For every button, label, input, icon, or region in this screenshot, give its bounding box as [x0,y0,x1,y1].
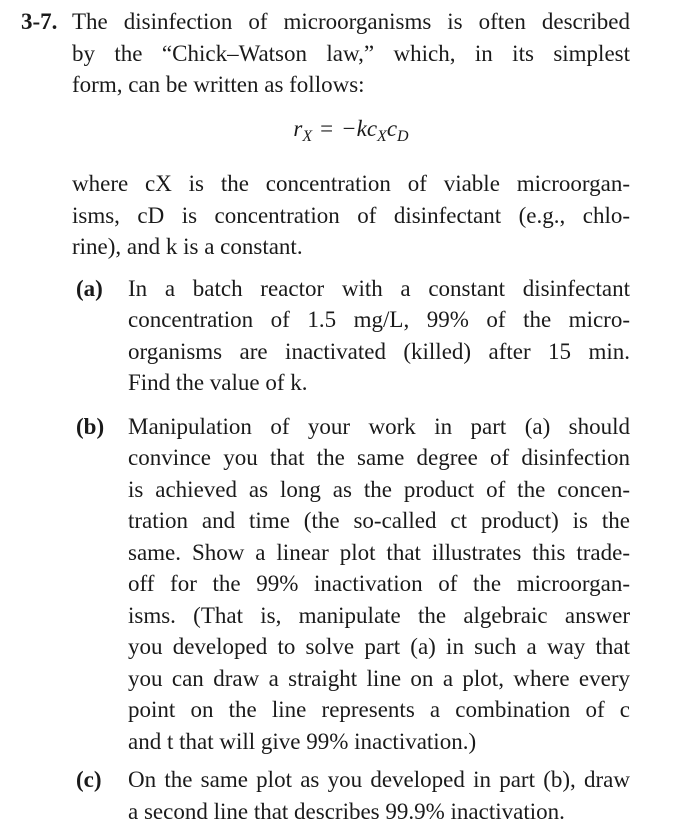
part-a-line: organisms are inactivated (killed) after 15 min. [128,338,630,364]
part-b-line: you can draw a straight line on a plot, where every [128,665,630,691]
equation-lhs-subscript: X [302,127,313,145]
problem-intro [0,6,690,101]
intro-line: form, can be written as follows: [72,72,365,97]
intro-line: The disinfection of microorganisms is often described [72,9,630,34]
equation-equals: = [320,115,334,141]
part-b-line: Manipulation of your work in part (a) should [128,413,630,439]
chick-watson-equation [0,113,690,153]
part-b-line: convince you that the same degree of disinfection [128,445,630,470]
part-a-line: In a batch reactor with a constant disinfectant [128,275,630,301]
part-a-line: concentration of 1.5 mg/L, 99% of the micro- [128,307,630,332]
part-b-line: isms. (That is, manipulate the algebraic answer [128,602,630,628]
part-b-line: same. Show a linear plot that illustrates this trade- [128,539,630,565]
part-a [0,273,690,399]
equation-rhs-c: c [386,115,398,141]
equation-rhs: −kc [341,115,378,141]
definition-line: rine), and k is a constant. [72,234,303,259]
part-b [0,411,690,758]
definitions-paragraph [0,168,690,263]
problem-number: 3-7. [21,9,58,34]
problem-3-7 [0,6,690,827]
part-a-label: (a) [76,275,103,301]
part-c-label: (c) [76,767,102,792]
equation-lhs: r [293,115,303,141]
part-b-line: tration and time (the so-called ct product) is the [128,508,630,533]
part-b-line: is achieved as long as the product of the concen- [128,476,630,502]
equation-rhs-subscript-d: D [397,127,409,145]
part-b-line: you developed to solve part (a) in such a way that [128,634,630,659]
part-b-line: point on the line represents a combination of c [128,697,630,722]
intro-line: by the “Chick–Watson law,” which, in its simplest [72,40,630,66]
part-a-line: Find the value of k. [128,370,308,395]
definition-line: where cX is the concentration of viable microorgan- [72,171,630,196]
equation-rhs-subscript-x: X [377,127,387,145]
part-c-line: On the same plot as you developed in part (b), draw [128,767,630,792]
part-c [0,764,690,827]
part-b-label: (b) [76,413,105,439]
definition-line: isms, cD is concentration of disinfectant (e.g., chlo- [72,202,630,228]
part-b-line: off for the 99% inactivation of the microorgan- [128,571,630,596]
part-b-line: and t that will give 99% inactivation.) [128,728,477,754]
part-c-line: a second line that describes 99.9% inactivation. [128,798,565,824]
